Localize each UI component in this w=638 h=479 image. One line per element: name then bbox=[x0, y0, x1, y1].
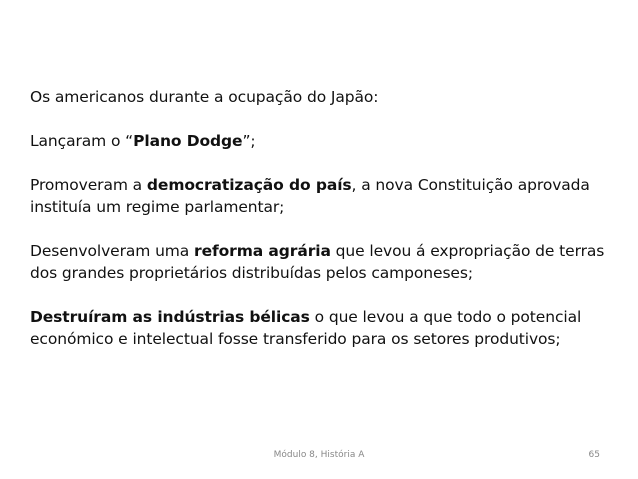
bullet-prefix: Lançaram o “ bbox=[30, 132, 134, 150]
bullet-bold: Plano Dodge bbox=[133, 132, 243, 150]
spacer bbox=[30, 218, 630, 240]
bullet-democratizacao bbox=[30, 174, 630, 218]
bullet-reforma-agraria bbox=[30, 240, 630, 284]
intro-text: Os americanos durante a ocupação do Japão: bbox=[30, 88, 379, 106]
footer-label: Módulo 8, História A bbox=[273, 450, 365, 460]
bullet-suffix: , a nova Constituição aprovada instituía um regime parlamentar; bbox=[30, 176, 590, 216]
bullet-bold: reforma agrária bbox=[194, 242, 331, 260]
slide-body bbox=[30, 86, 630, 350]
bullet-suffix: o que levou a que todo o potencial económico e intelectual fosse transferido para os setores produtivos; bbox=[30, 308, 582, 348]
bullet-plano-dodge bbox=[30, 130, 630, 152]
bullet-bold: Destruíram as indústrias bélicas bbox=[30, 308, 310, 326]
bullet-suffix: ”; bbox=[242, 132, 256, 150]
bullet-suffix: que levou á expropriação de terras dos grandes proprietários distribuídas pelos camponeses; bbox=[30, 242, 605, 282]
spacer bbox=[30, 284, 630, 306]
bullet-prefix: Promoveram a bbox=[30, 176, 147, 194]
spacer bbox=[30, 108, 630, 130]
spacer bbox=[30, 152, 630, 174]
bullet-bold: democratização do país bbox=[146, 176, 352, 194]
bullet-industrias-belicas bbox=[30, 306, 630, 350]
page-number: 65 bbox=[588, 450, 600, 460]
bullet-prefix: Desenvolveram uma bbox=[30, 242, 195, 260]
